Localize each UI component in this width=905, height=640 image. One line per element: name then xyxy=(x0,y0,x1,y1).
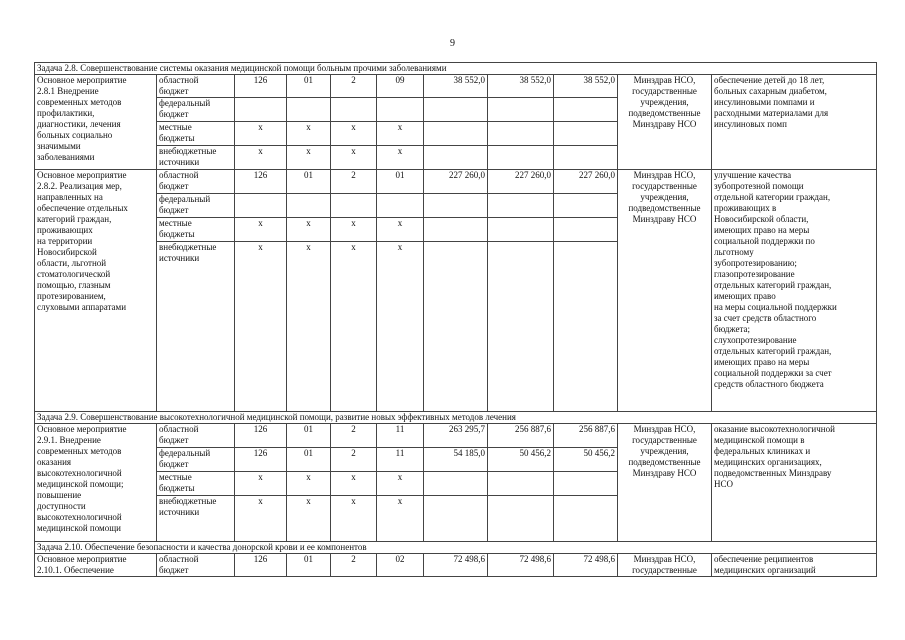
funding-source: федеральный бюджет xyxy=(157,98,235,122)
code-item: х xyxy=(377,496,424,542)
executor: Минздрав НСО, государственные учреждения, подведомственные Минздраву НСО xyxy=(618,75,712,170)
expected-result: обеспечение детей до 18 лет, больных сахарным диабетом, инсулиновыми помпами и расходными материалами для инсулиновых помп xyxy=(712,75,877,170)
code-item: 02 xyxy=(377,554,424,577)
code-program: 2 xyxy=(331,554,377,577)
value-year-1: 72 498,6 xyxy=(424,554,488,577)
code-grbs: х xyxy=(235,472,287,496)
code-program: х xyxy=(331,242,377,412)
code-item: х xyxy=(377,242,424,412)
code-section xyxy=(287,194,331,218)
funding-source: местные бюджеты xyxy=(157,218,235,242)
funding-source: областной бюджет xyxy=(157,170,235,194)
expected-result: улучшение качества зубопротезной помощи отдельной категории граждан, проживающих в Новосибирской области, имеющих право на меры социальной поддержки по льготному зубопротезированию; глазопротезирование отдельных категорий граждан, имеющих право на меры социальной поддержки за счет средств областного бюджета; слухопротезирование отдельных категорий граждан, имеющих право на меры социальной поддержки за счет средств областного бюджета xyxy=(712,170,877,412)
code-section: 01 xyxy=(287,448,331,472)
value-year-1 xyxy=(424,218,488,242)
code-program: х xyxy=(331,218,377,242)
value-year-3 xyxy=(554,146,618,170)
executor: Минздрав НСО, государственные xyxy=(618,554,712,577)
code-program xyxy=(331,98,377,122)
code-section: х xyxy=(287,472,331,496)
value-year-1 xyxy=(424,122,488,146)
code-item: 11 xyxy=(377,448,424,472)
funding-source: областной бюджет xyxy=(157,424,235,448)
value-year-2: 72 498,6 xyxy=(488,554,554,577)
value-year-3: 227 260,0 xyxy=(554,170,618,194)
funding-source: областной бюджет xyxy=(157,554,235,577)
code-grbs: х xyxy=(235,242,287,412)
value-year-1 xyxy=(424,146,488,170)
value-year-2 xyxy=(488,242,554,412)
task-row xyxy=(35,412,877,424)
code-grbs: 126 xyxy=(235,424,287,448)
code-program xyxy=(331,194,377,218)
code-grbs: 126 xyxy=(235,554,287,577)
value-year-3 xyxy=(554,496,618,542)
code-grbs xyxy=(235,194,287,218)
value-year-2 xyxy=(488,472,554,496)
value-year-3: 256 887,6 xyxy=(554,424,618,448)
value-year-3: 50 456,2 xyxy=(554,448,618,472)
code-item: х xyxy=(377,146,424,170)
task-row xyxy=(35,63,877,75)
value-year-3 xyxy=(554,194,618,218)
code-section: х xyxy=(287,242,331,412)
value-year-1: 227 260,0 xyxy=(424,170,488,194)
code-item: х xyxy=(377,122,424,146)
funding-source: федеральный бюджет xyxy=(157,194,235,218)
value-year-2 xyxy=(488,496,554,542)
code-section: х xyxy=(287,146,331,170)
code-item: 01 xyxy=(377,170,424,194)
value-year-2 xyxy=(488,122,554,146)
value-year-1 xyxy=(424,194,488,218)
task-heading: Задача 2.10. Обеспечение безопасности и качества донорской крови и ее компонентов xyxy=(35,542,877,554)
code-program: 2 xyxy=(331,75,377,98)
value-year-2 xyxy=(488,146,554,170)
value-year-3 xyxy=(554,98,618,122)
value-year-2: 227 260,0 xyxy=(488,170,554,194)
code-grbs: 126 xyxy=(235,170,287,194)
code-grbs: 126 xyxy=(235,448,287,472)
value-year-3: 72 498,6 xyxy=(554,554,618,577)
value-year-1 xyxy=(424,98,488,122)
value-year-3: 38 552,0 xyxy=(554,75,618,98)
value-year-3 xyxy=(554,122,618,146)
code-grbs: х xyxy=(235,146,287,170)
value-year-2 xyxy=(488,98,554,122)
code-section: 01 xyxy=(287,170,331,194)
code-grbs: х xyxy=(235,218,287,242)
code-grbs: х xyxy=(235,496,287,542)
page-number: 9 xyxy=(450,38,455,49)
value-year-3 xyxy=(554,472,618,496)
code-grbs xyxy=(235,98,287,122)
code-program: х xyxy=(331,496,377,542)
funding-source: внебюджетные источники xyxy=(157,242,235,412)
value-year-2 xyxy=(488,218,554,242)
value-year-2: 50 456,2 xyxy=(488,448,554,472)
code-section: 01 xyxy=(287,75,331,98)
executor: Минздрав НСО, государственные учреждения, подведомственные Минздраву НСО xyxy=(618,170,712,412)
program-table xyxy=(34,62,877,577)
funding-source: федеральный бюджет xyxy=(157,448,235,472)
code-item: х xyxy=(377,218,424,242)
expected-result: обеспечение реципиентов медицинских организаций xyxy=(712,554,877,577)
code-item: 11 xyxy=(377,424,424,448)
table-row xyxy=(35,424,877,448)
code-grbs: х xyxy=(235,122,287,146)
task-row xyxy=(35,542,877,554)
code-item xyxy=(377,194,424,218)
funding-source: внебюджетные источники xyxy=(157,496,235,542)
value-year-3 xyxy=(554,218,618,242)
code-program: 2 xyxy=(331,424,377,448)
code-program: 2 xyxy=(331,170,377,194)
funding-source: местные бюджеты xyxy=(157,122,235,146)
value-year-1 xyxy=(424,472,488,496)
code-program: х xyxy=(331,472,377,496)
code-section: х xyxy=(287,218,331,242)
task-heading: Задача 2.9. Совершенствование высокотехнологичной медицинской помощи, развитие новых эффективных методов лечения xyxy=(35,412,877,424)
value-year-3 xyxy=(554,242,618,412)
value-year-1 xyxy=(424,496,488,542)
measure-name: Основное мероприятие 2.8.1 Внедрение современных методов профилактики, диагностики, лечения больных социально значимыми заболеваниями xyxy=(35,75,157,170)
code-section: х xyxy=(287,122,331,146)
value-year-1: 54 185,0 xyxy=(424,448,488,472)
expected-result: оказание высокотехнологичной медицинской помощи в федеральных клиниках и медицинских организациях, подведомственных Минздраву НСО xyxy=(712,424,877,542)
executor: Минздрав НСО, государственные учреждения, подведомственные Минздраву НСО xyxy=(618,424,712,542)
value-year-2: 256 887,6 xyxy=(488,424,554,448)
value-year-1: 263 295,7 xyxy=(424,424,488,448)
value-year-1: 38 552,0 xyxy=(424,75,488,98)
code-section: 01 xyxy=(287,424,331,448)
value-year-1 xyxy=(424,242,488,412)
code-item: х xyxy=(377,472,424,496)
code-grbs: 126 xyxy=(235,75,287,98)
task-heading: Задача 2.8. Совершенствование системы оказания медицинской помощи больным прочими заболеваниями xyxy=(35,63,877,75)
code-item: 09 xyxy=(377,75,424,98)
table-row xyxy=(35,170,877,194)
funding-source: внебюджетные источники xyxy=(157,146,235,170)
code-item xyxy=(377,98,424,122)
code-section xyxy=(287,98,331,122)
code-section: 01 xyxy=(287,554,331,577)
measure-name: Основное мероприятие 2.10.1. Обеспечение xyxy=(35,554,157,577)
funding-source: местные бюджеты xyxy=(157,472,235,496)
value-year-2 xyxy=(488,194,554,218)
code-program: 2 xyxy=(331,448,377,472)
code-program: х xyxy=(331,122,377,146)
table-row xyxy=(35,75,877,98)
measure-name: Основное мероприятие 2.9.1. Внедрение современных методов оказания высокотехнологичной медицинской помощи; повышение доступности высокотехнологичной медицинской помощи xyxy=(35,424,157,542)
value-year-2: 38 552,0 xyxy=(488,75,554,98)
funding-source: областной бюджет xyxy=(157,75,235,98)
code-section: х xyxy=(287,496,331,542)
code-program: х xyxy=(331,146,377,170)
table-row xyxy=(35,554,877,577)
measure-name: Основное мероприятие 2.8.2. Реализация мер, направленных на обеспечение отдельных категорий граждан, проживающих на территории Новосибирской области, льготной стоматологической помощью, глазным протезированием, слуховыми аппаратами xyxy=(35,170,157,412)
